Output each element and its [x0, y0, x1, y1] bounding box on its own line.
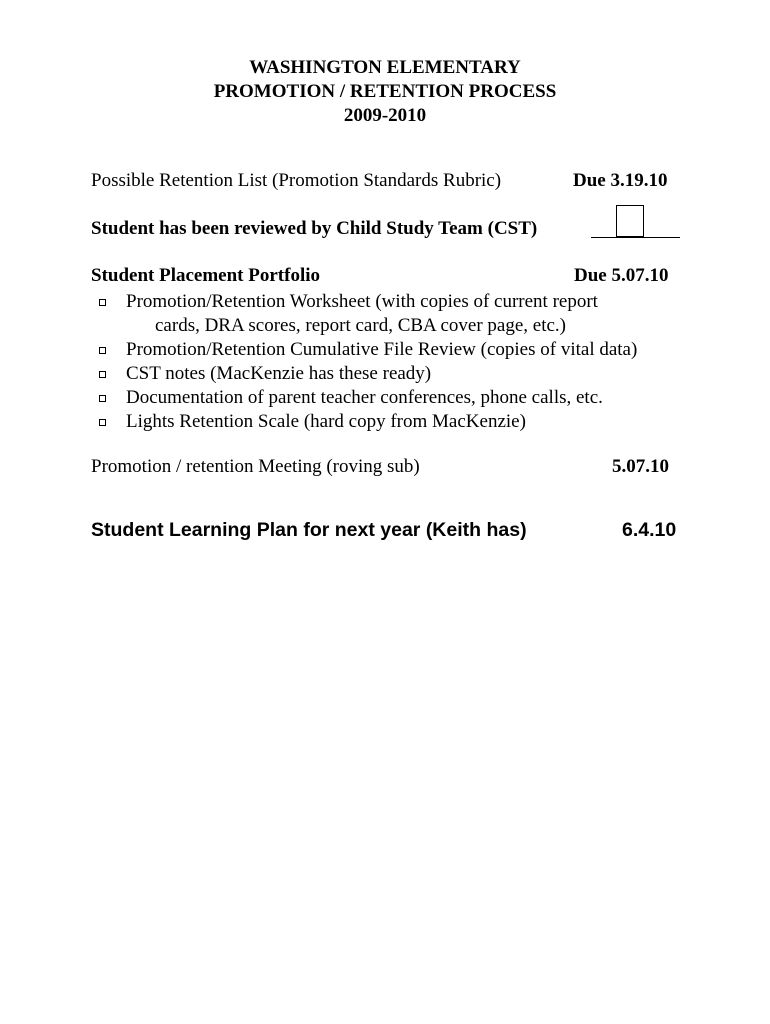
meeting-date: 5.07.10: [612, 456, 669, 477]
process-title: PROMOTION / RETENTION PROCESS: [213, 81, 557, 102]
portfolio-due: Due 5.07.10: [574, 265, 669, 286]
list-item: [99, 410, 637, 434]
list-item-text: CST notes (MacKenzie has these ready): [126, 363, 432, 384]
school-name: WASHINGTON ELEMENTARY: [249, 57, 521, 78]
retention-list-label: Possible Retention List (Promotion Standards Rubric): [91, 170, 502, 191]
checkbox-square-icon: [616, 205, 644, 237]
list-item: [99, 362, 637, 386]
list-item-text: Promotion/Retention Cumulative File Review (copies of vital data): [126, 339, 638, 360]
portfolio-label: Student Placement Portfolio: [91, 265, 321, 286]
list-item-text: Documentation of parent teacher conferences, phone calls, etc.: [126, 387, 603, 408]
learning-plan-label: Student Learning Plan for next year (Keith has): [91, 519, 527, 541]
learning-plan-date: 6.4.10: [622, 519, 677, 541]
list-item: [99, 386, 637, 410]
cst-review-label: Student has been reviewed by Child Study Team (CST): [91, 218, 538, 239]
cst-review-checkbox[interactable]: [591, 205, 680, 239]
school-year: 2009-2010: [343, 105, 427, 126]
checkbox-bullet-icon: [99, 371, 106, 378]
checkbox-bullet-icon: [99, 347, 106, 354]
list-item-text-continued: cards, DRA scores, report card, CBA cover page, etc.): [155, 315, 566, 336]
list-item-text: Promotion/Retention Worksheet (with copies of current report: [126, 291, 598, 312]
portfolio-checklist: [99, 290, 637, 434]
list-item-text: Lights Retention Scale (hard copy from MacKenzie): [126, 411, 526, 432]
checkbox-bullet-icon: [99, 299, 106, 306]
checkbox-bullet-icon: [99, 419, 106, 426]
checkbox-bullet-icon: [99, 395, 106, 402]
meeting-label: Promotion / retention Meeting (roving sub): [91, 456, 420, 477]
document-header: [0, 56, 770, 128]
retention-list-due: Due 3.19.10: [573, 170, 668, 191]
signature-line: [591, 237, 680, 238]
list-item: [99, 338, 637, 362]
list-item: [99, 290, 637, 338]
